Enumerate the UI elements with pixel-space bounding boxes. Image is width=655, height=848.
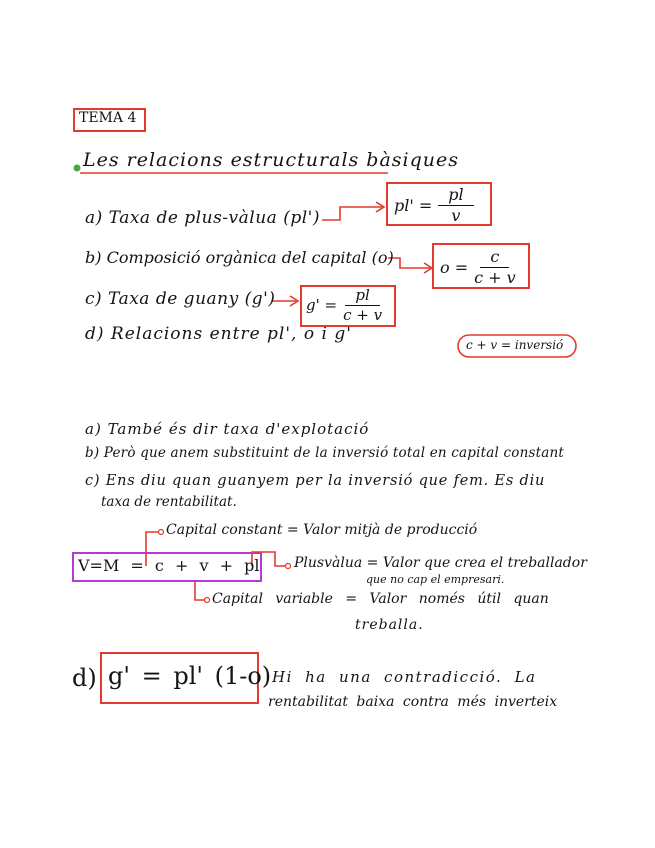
- capital-variable-line1: Capital variable = Valor només útil quan: [212, 591, 549, 607]
- o-numerator: c: [480, 247, 509, 268]
- final-formula: g' = pl' (1-o): [108, 662, 272, 690]
- item-c: c) Taxa de guany (g'): [85, 289, 276, 309]
- note-c-line1: c) Ens diu quan guanyem per la inversió que fem. Es diu: [85, 473, 546, 489]
- item-b: b) Composició orgànica del capital (o): [85, 248, 394, 267]
- arrow-pl: [322, 207, 382, 220]
- pl-denominator: v: [451, 206, 461, 225]
- final-label: d): [72, 664, 97, 692]
- equation-formula: V=M = c + v + pl: [78, 556, 260, 575]
- pl-lhs: pl' =: [394, 196, 433, 215]
- g-denominator: c + v: [343, 305, 383, 324]
- g-lhs: g' =: [306, 296, 338, 315]
- capital-constant-label: Capital constant = Valor mitjà de producció: [166, 522, 478, 538]
- o-lhs: o =: [440, 258, 469, 277]
- final-comment-line2: rentabilitat baixa contra més inverteix: [268, 694, 558, 710]
- note-a: a) També és dir taxa d'explotació: [85, 420, 370, 438]
- section-heading: Les relacions estructurals bàsiques: [83, 149, 460, 171]
- arrow-o: [388, 258, 430, 268]
- note-b: b) Però que anem substituint de la inversió total en capital constant: [85, 445, 565, 461]
- note-c-line2: taxa de rentabilitat.: [101, 494, 237, 510]
- pl-formula: [394, 185, 474, 226]
- o-denominator: c + v: [474, 268, 516, 287]
- inversio-note: c + v = inversió: [466, 338, 564, 352]
- arrow-variable: [195, 581, 204, 600]
- plusvalua-line1: Plusvàlua = Valor que crea el treballador: [294, 555, 587, 571]
- capital-variable-line2: treballa.: [355, 617, 424, 633]
- page-title: TEMA 4: [79, 110, 137, 126]
- item-a: a) Taxa de plus-vàlua (pl'): [85, 208, 320, 228]
- green-bullet: [74, 165, 81, 172]
- g-formula: [306, 286, 382, 325]
- pl-numerator: pl: [438, 185, 473, 206]
- plusvalua-line2: que no cap el empresari.: [366, 573, 505, 586]
- o-formula: [440, 247, 516, 288]
- g-numerator: pl: [345, 286, 379, 306]
- item-d: d) Relacions entre pl', o i g': [85, 324, 352, 344]
- final-comment-line1: Hi ha una contradicció. La: [272, 668, 537, 686]
